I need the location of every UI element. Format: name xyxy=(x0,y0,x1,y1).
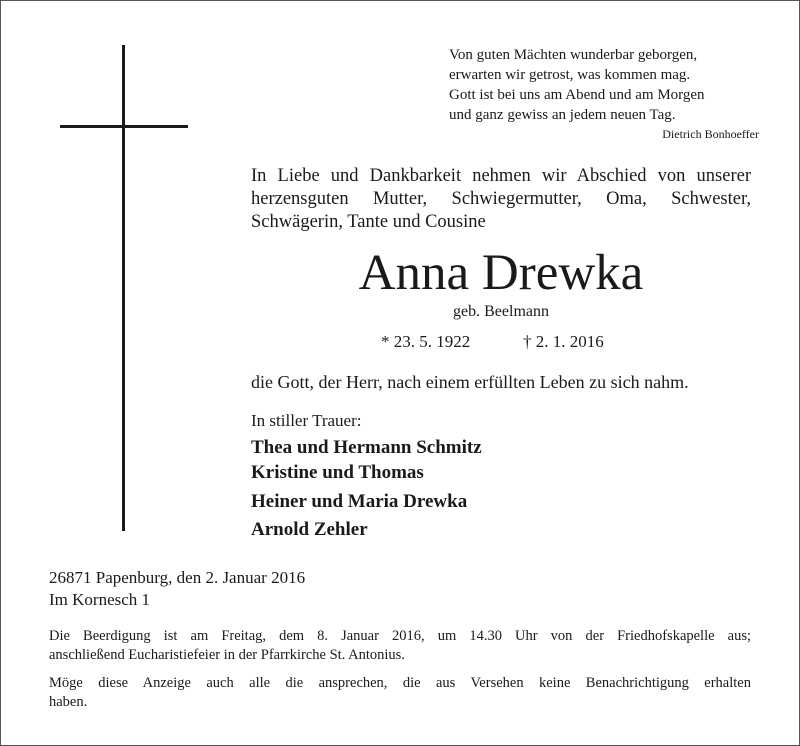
intro-text xyxy=(251,165,751,234)
cross-icon xyxy=(122,45,125,531)
address-block xyxy=(49,567,305,611)
mourner-name: Thea und Hermann Schmitz xyxy=(251,437,482,458)
poem-line: und ganz gewiss an jedem neuen Tag. xyxy=(449,107,676,123)
mourning-label: In stiller Trauer: xyxy=(251,411,362,430)
street-address: Im Kornesch 1 xyxy=(49,590,151,609)
notice-line: Möge diese Anzeige auch alle die ansprechen, die aus Versehen keine Benachrichtigung erhalten xyxy=(49,675,751,691)
poem-line: Gott ist bei uns am Abend und am Morgen xyxy=(449,87,705,103)
deceased-name: Anna Drewka xyxy=(358,245,644,301)
mourner-name: Arnold Zehler xyxy=(251,519,368,540)
cross-icon-bar xyxy=(60,125,188,128)
spacer xyxy=(49,665,751,674)
poem-author: Dietrich Bonhoeffer xyxy=(662,127,759,141)
intro-line: In Liebe und Dankbarkeit nehmen wir Abschied von unserer xyxy=(251,166,751,186)
funeral-line: anschließend Eucharistiefeier in der Pfarrkirche St. Antonius. xyxy=(49,647,405,663)
passing-text: die Gott, der Herr, nach einem erfüllten Leben zu sich nahm. xyxy=(251,372,689,392)
mourner-name: Heiner und Maria Drewka xyxy=(251,491,468,512)
intro-line: herzensguten Mutter, Schwiegermutter, Oma, Schwester, xyxy=(251,189,751,209)
maiden-name: geb. Beelmann xyxy=(453,303,549,320)
intro-line: Schwägerin, Tante und Cousine xyxy=(251,212,486,232)
notice-line: haben. xyxy=(49,694,88,710)
mourner-name: Kristine und Thomas xyxy=(251,462,424,483)
birth-date: * 23. 5. 1922 xyxy=(381,332,471,351)
death-date: † 2. 1. 2016 xyxy=(523,332,604,351)
place-date: 26871 Papenburg, den 2. Januar 2016 xyxy=(49,568,306,587)
funeral-notes xyxy=(49,627,751,712)
poem-line: erwarten wir getrost, was kommen mag. xyxy=(449,67,691,83)
poem-line: Von guten Mächten wunderbar geborgen, xyxy=(449,47,698,63)
funeral-line: Die Beerdigung ist am Freitag, dem 8. Januar 2016, um 14.30 Uhr von der Friedhofskapelle aus; xyxy=(49,628,751,644)
poem-block xyxy=(449,45,759,142)
